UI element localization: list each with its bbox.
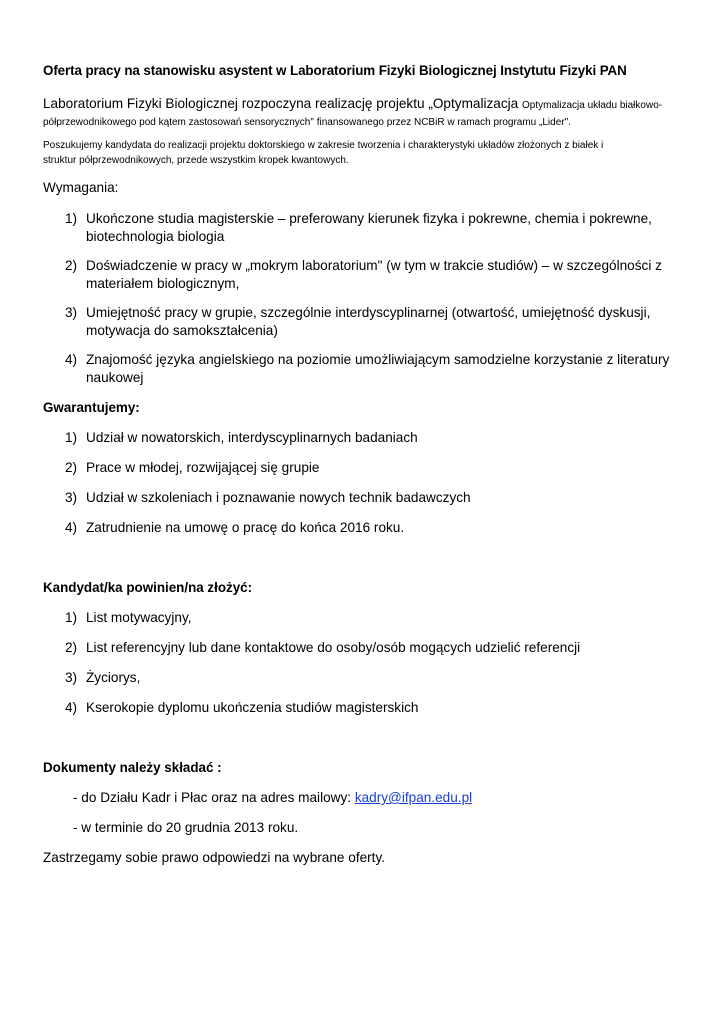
intro-line-2: półprzewodnikowego pod kątem zastosowań sensorycznych" finansowanego przez NCBiR w ramach programu „Lider". bbox=[43, 117, 571, 128]
guarantee-text: Udział w nowatorskich, interdyscyplinarnych badaniach bbox=[86, 430, 418, 445]
submission-text: Życiorys, bbox=[86, 670, 141, 685]
submission-text: List referencyjny lub dane kontaktowe do osoby/osób mogących udzielić referencji bbox=[86, 640, 581, 655]
documents-line-deadline: - w terminie do 20 grudnia 2013 roku. bbox=[73, 820, 299, 835]
note-line-1: Poszukujemy kandydata do realizacji projektu doktorskiego w zakresie tworzenia i charakterystyki układów złożonych z białek i bbox=[43, 140, 604, 151]
intro-line-1-main: Laboratorium Fizyki Biologicznej rozpoczyna realizację projektu „Optymalizacja bbox=[43, 96, 523, 111]
list-number: 4) bbox=[65, 520, 78, 535]
requirements-heading: Wymagania: bbox=[43, 180, 119, 195]
requirement-line-1: Ukończone studia magisterskie – preferowany kierunek fizyka i pokrewne, chemia i pokrewne, bbox=[86, 211, 652, 226]
documents-line-prefix: - do Działu Kadr i Płac oraz na adres mailowy: bbox=[73, 790, 355, 805]
documents-line-email bbox=[73, 790, 472, 805]
requirement-line-2: motywacja do samokształcenia) bbox=[86, 323, 278, 338]
list-number: 2) bbox=[65, 460, 78, 475]
list-number: 1) bbox=[65, 211, 78, 226]
submission-text: List motywacyjny, bbox=[86, 610, 192, 625]
closing-statement: Zastrzegamy sobie prawo odpowiedzi na wybrane oferty. bbox=[43, 850, 386, 865]
list-number: 2) bbox=[65, 258, 78, 273]
guarantee-text: Zatrudnienie na umowę o pracę do końca 2016 roku. bbox=[86, 520, 405, 535]
list-number: 3) bbox=[65, 670, 78, 685]
guarantees-heading: Gwarantujemy: bbox=[43, 400, 140, 415]
guarantee-text: Prace w młodej, rozwijającej się grupie bbox=[86, 460, 320, 475]
requirement-line-2: biotechnologia biologia bbox=[86, 229, 225, 244]
requirement-line-1: Doświadczenie w pracy w „mokrym laboratorium" (w tym w trakcie studiów) – w szczególności z bbox=[86, 258, 662, 273]
guarantee-text: Udział w szkoleniach i poznawanie nowych technik badawczych bbox=[86, 490, 471, 505]
documents-heading: Dokumenty należy składać : bbox=[43, 760, 222, 775]
requirement-line-2: naukowej bbox=[86, 370, 144, 385]
list-number: 3) bbox=[65, 305, 78, 320]
list-number: 2) bbox=[65, 640, 78, 655]
note-line-2: struktur półprzewodnikowych, przede wszystkim kropek kwantowych. bbox=[43, 155, 349, 166]
submission-heading: Kandydat/ka powinien/na złożyć: bbox=[43, 580, 253, 595]
intro-line-1 bbox=[43, 95, 683, 114]
requirement-line-1: Umiejętność pracy w grupie, szczególnie interdyscyplinarnej (otwartość, umiejętność dyskusji, bbox=[86, 305, 651, 320]
list-number: 3) bbox=[65, 490, 78, 505]
requirement-line-1: Znajomość języka angielskiego na poziomie umożliwiającym samodzielne korzystanie z literatury bbox=[86, 352, 670, 367]
list-number: 4) bbox=[65, 352, 78, 367]
email-link[interactable]: kadry@ifpan.edu.pl bbox=[354, 790, 473, 805]
list-number: 1) bbox=[65, 430, 78, 445]
list-number: 4) bbox=[65, 700, 78, 715]
submission-text: Kserokopie dyplomu ukończenia studiów magisterskich bbox=[86, 700, 419, 715]
intro-line-1-small: Optymalizacja układu białkowo- bbox=[522, 100, 663, 111]
requirement-line-2: materiałem biologicznym, bbox=[86, 276, 240, 291]
list-number: 1) bbox=[65, 610, 78, 625]
candidate-note bbox=[43, 138, 683, 168]
intro-paragraph bbox=[43, 95, 683, 131]
document-title: Oferta pracy na stanowisku asystent w Laboratorium Fizyki Biologicznej Instytutu Fizyki PAN bbox=[43, 63, 627, 78]
